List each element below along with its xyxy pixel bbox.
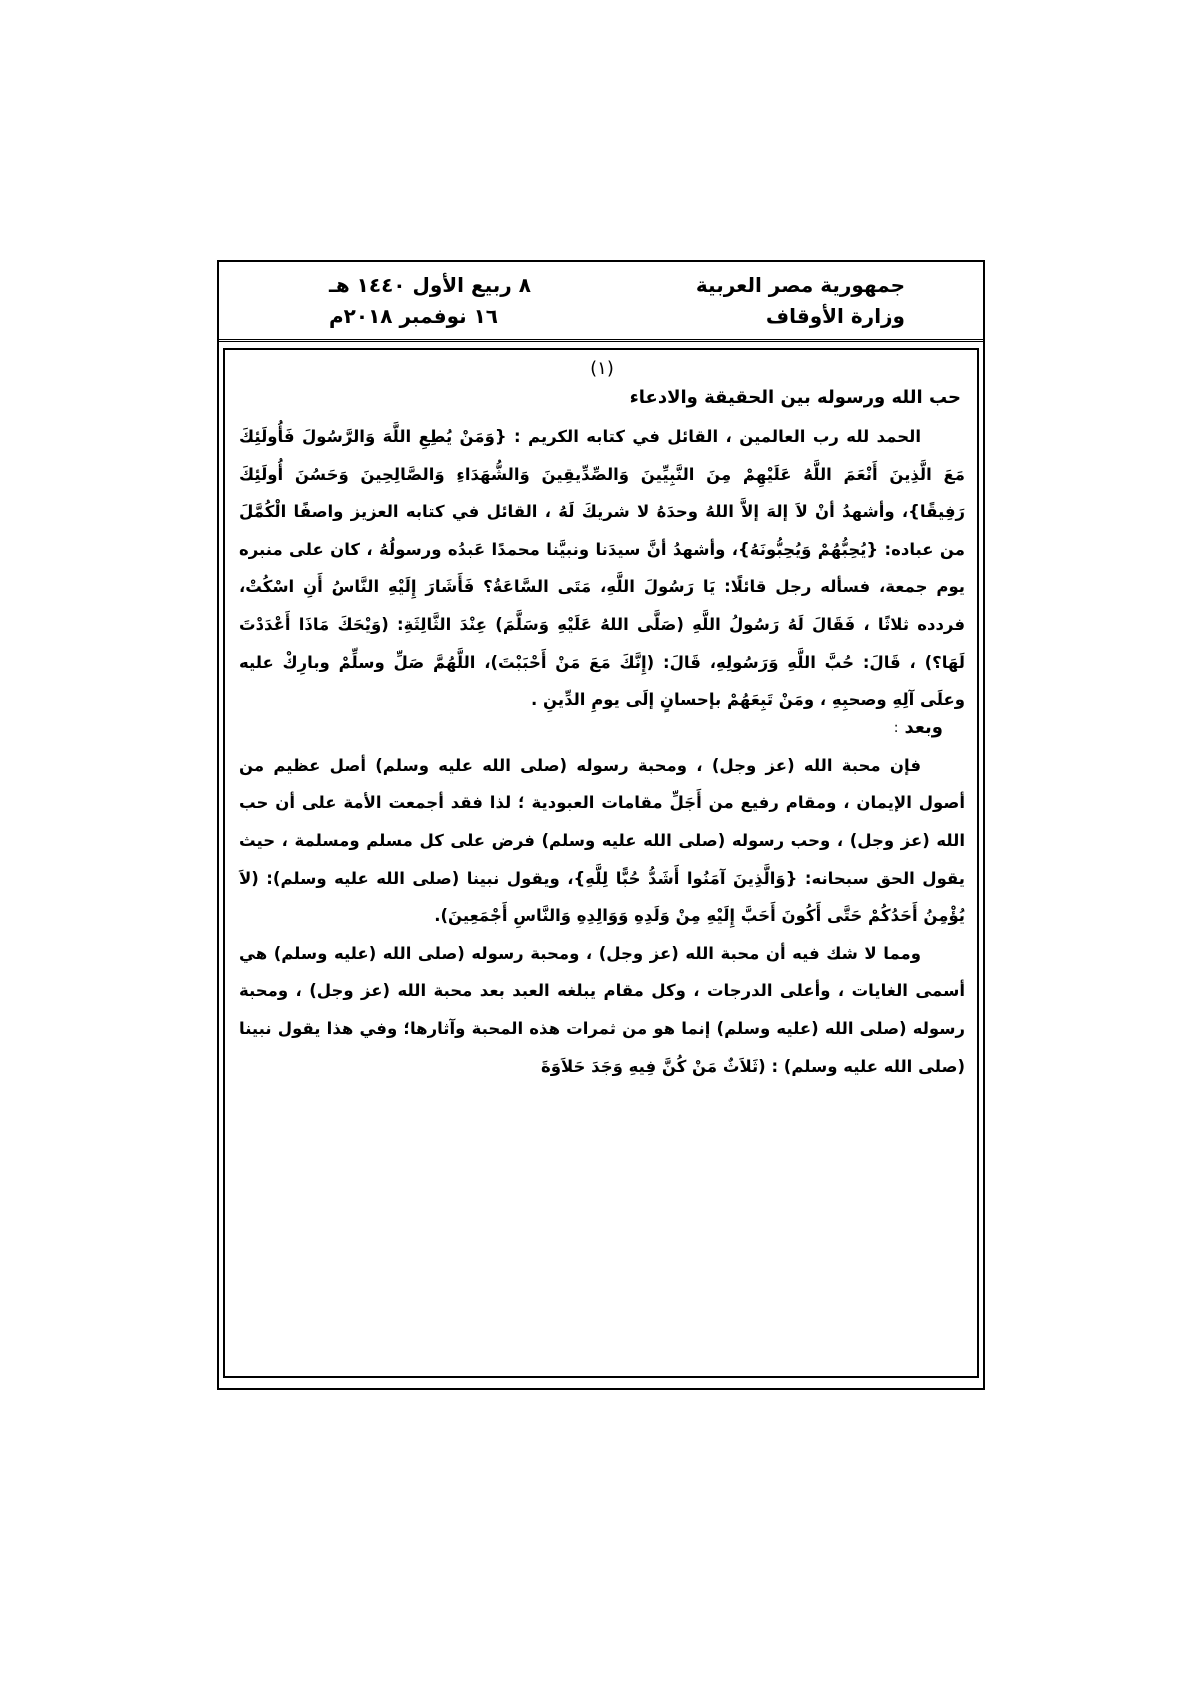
paragraph-1: فإن محبة الله (عز وجل) ، ومحبة رسوله (صلى الله عليه وسلم) أصل عظيم من أصول الإيمان ، ومقام رفيع من أَجَلِّ مقامات العبودية ؛ لذا فقد أجمعت الأمة على أن حب الله (عز وجل) ، وحب رسوله (صلى الله عليه وسلم) فرض على كل مسلم ومسلمة ، حيث يقول الحق سبحانه: {وَالَّذِينَ آمَنُوا أَشَدُّ حُبًّا لِلَّهِ}، ويقول نبينا (صلى الله عليه وسلم): (لاَ يُؤْمِنُ أَحَدُكُمْ حَتَّى أَكُونَ أَحَبَّ إِلَيْهِ مِنْ وَلَدِهِ وَوَالِدِهِ وَالنَّاسِ أَجْمَعِينَ). [239, 755, 965, 926]
gregorian-date: ١٦ نوفمبر ٢٠١٨م [329, 304, 499, 328]
ministry-block [696, 271, 905, 330]
date-block [329, 271, 531, 330]
ministry-name: وزارة الأوقاف [765, 304, 905, 328]
intro-paragraph: الحمد لله رب العالمين ، القائل في كتابه الكريم : {وَمَنْ يُطِعِ اللَّهَ وَالرَّسُولَ فَأُولَئِكَ مَعَ الَّذِينَ أَنْعَمَ اللَّهُ عَلَيْهِمْ مِنَ النَّبِيِّينَ وَالصِّدِّيقِينَ وَالشُّهَدَاءِ وَالصَّالِحِينَ وَحَسُنَ أُولَئِكَ رَفِيقًا}، وأشهدُ أنْ لاَ إلهَ إلاَّ اللهُ وحدَهُ لا شريكَ لَهُ ، القائل في كتابه العزيز واصفًا الْكُمَّلَ من عباده: {يُحِبُّهُمْ وَيُحِبُّونَهُ}، وأشهدُ أنَّ سيدَنا ونبيَّنا محمدًا عَبدُه ورسولُهُ ، كان على منبره يوم جمعة، فسأله رجل قائلًا: يَا رَسُولَ اللَّهِ، مَتَى السَّاعَةُ؟ فَأَشَارَ إِلَيْهِ النَّاسُ أَنِ اسْكُتْ، فردده ثلاثًا ، فَقَالَ لَهُ رَسُولُ اللَّهِ (صَلَّى اللهُ عَلَيْهِ وَسَلَّمَ) عِنْدَ الثَّالِثَةِ: (وَيْحَكَ مَاذَا أَعْدَدْتَ لَهَا؟) ، قَالَ: حُبَّ اللَّهِ وَرَسُولِهِ، قَالَ: (إِنَّكَ مَعَ مَنْ أَحْبَبْتَ)، اللَّهُمَّ صَلِّ وسلِّمْ وبارِكْ عليه وعلَى آلِهِ وصحبِهِ ، ومَنْ تَبِعَهُمْ بإحسانٍ إلَى يومِ الدِّينِ . [239, 427, 965, 710]
subheading-text: وبعد [904, 716, 943, 738]
article-title: حب الله ورسوله بين الحقيقة والادعاء [629, 387, 961, 408]
subheading-colon: : [893, 719, 899, 736]
country-name: جمهورية مصر العربية [695, 273, 905, 297]
paragraph-2: ومما لا شك فيه أن محبة الله (عز وجل) ، ومحبة رسوله (صلى الله (عليه وسلم) هي أسمى الغايات ، وأعلى الدرجات ، وكل مقام يبلغه العبد بعد محبة الله (عز وجل) ، ومحبة رسوله (صلى الله (عليه وسلم) إنما هو من ثمرات هذه المحبة وآثارها؛ وفي هذا يقول نبينا (صلى الله عليه وسلم) : (ثَلاَثٌ مَنْ كُنَّ فِيهِ وَجَدَ حَلاَوَةَ [239, 943, 965, 1076]
hijri-date: ٨ ربيع الأول ١٤٤٠ هـ [329, 273, 531, 297]
document-frame [217, 260, 985, 1390]
article-number: (١) [590, 358, 614, 379]
document-header [219, 262, 983, 342]
article-body [223, 348, 979, 1378]
